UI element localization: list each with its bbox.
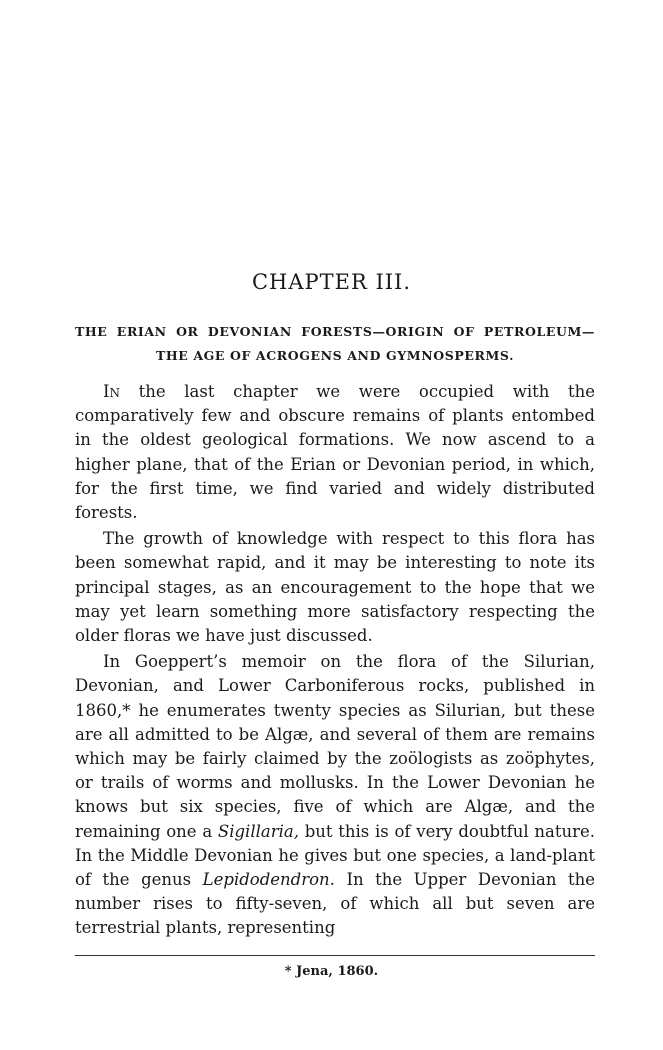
italic-genus-name: Lepidodendron. xyxy=(202,870,335,890)
italic-genus-name: Sigillaria, xyxy=(217,821,299,841)
paragraph-lead-word: In xyxy=(103,382,121,401)
paragraph-1 xyxy=(75,380,595,525)
chapter-title: CHAPTER III. xyxy=(251,270,412,294)
body-text xyxy=(75,380,595,941)
paragraph-text: but this is of very doubtful nature. In the Middle Devonian he gives but one species, a land-plant of the genus xyxy=(75,821,596,890)
paragraph-text: the last chapter we were occupied with the comparatively few and obscure remains of plants entombed in the oldest geological formations. We now ascend to a higher plane, that of the Erian or Devonian period, in which, for the first time, we find varied and widely distributed forests. xyxy=(75,382,595,523)
footnote-divider xyxy=(75,955,595,956)
paragraph-text: In Goeppert’s memoir on the flora of the Silurian, Devonian, and Lower Carboniferous rocks, published in 1860,* he enumerates twenty species as Silurian, but these are all admitted to be Algæ, and several of them are remains which may be fairly claimed by the zoölogists as zoöphytes, or trails of worms and mollusks. In the Lower Devonian he knows but six species, five of which are Algæ, and the remaining one a xyxy=(75,652,595,841)
chapter-subtitle: THE ERIAN OR DEVONIAN FORESTS—ORIGIN OF PETROLEUM—THE AGE OF ACROGENS AND GYMNOSPERMS. xyxy=(75,324,595,363)
paragraph-3 xyxy=(75,650,595,940)
paragraph-text: In the Upper Devonian the number rises to fifty-seven, of which all but seven are terrestrial plants, representing xyxy=(75,870,595,938)
paragraph-2: The growth of knowledge with respect to this flora has been somewhat rapid, and it may be interesting to note its principal stages, as an encouragement to the hope that we may yet learn something more satisfactory respecting the older floras we have just discussed. xyxy=(75,529,595,646)
footnote: * Jena, 1860. xyxy=(284,964,379,979)
